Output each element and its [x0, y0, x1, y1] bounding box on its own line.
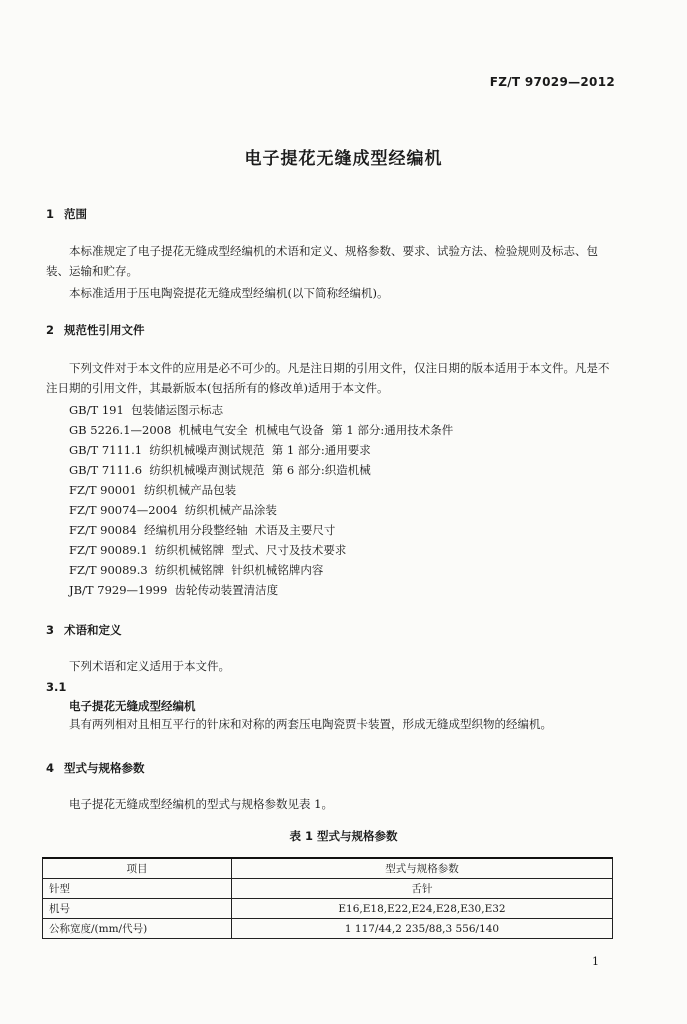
table-header-cell: 型式与规格参数 [232, 858, 613, 879]
table-caption: 表 1 型式与规格参数 [289, 829, 398, 843]
section-title: 型式与规格参数 [64, 761, 145, 775]
table-cell: 公称宽度/(mm/代号) [43, 919, 232, 939]
reference-item: GB/T 7111.1 纺织机械噪声测试规范 第 1 部分:通用要求 [69, 443, 371, 457]
page-number: 1 [592, 955, 599, 968]
reference-item: JB/T 7929—1999 齿轮传动装置清洁度 [69, 583, 279, 597]
term-number: 3.1 [46, 680, 67, 694]
section-number: 3 [46, 623, 55, 637]
term-definition: 具有两列相对且相互平行的针床和对称的两套压电陶瓷贾卡装置，形成无缝成型织物的经编机。 [69, 717, 552, 731]
section-number: 4 [46, 761, 55, 775]
section-2-heading [46, 322, 145, 338]
standard-code: FZ/T 97029—2012 [489, 75, 615, 89]
reference-item: FZ/T 90089.3 纺织机械铭牌 针织机械铭牌内容 [69, 563, 324, 577]
section-1-heading [46, 206, 87, 222]
section-title: 范围 [64, 207, 87, 221]
section-3-paragraph-1: 下列术语和定义适用于本文件。 [69, 659, 230, 673]
reference-item: GB/T 191 包装储运图示标志 [69, 403, 224, 417]
table-row [43, 879, 613, 899]
section-1-paragraph-1: 本标准规定了电子提花无缝成型经编机的术语和定义、规格参数、要求、试验方法、检验规则及标志、包装、运输和贮存。 [46, 244, 598, 278]
section-4-heading [46, 760, 145, 776]
section-number: 1 [46, 207, 55, 221]
table-cell: 针型 [43, 879, 232, 899]
table-cell: 舌针 [232, 879, 613, 899]
reference-item: FZ/T 90001 纺织机械产品包装 [69, 483, 237, 497]
table-row [43, 899, 613, 919]
spec-table [42, 857, 613, 939]
table-header-cell: 项目 [43, 858, 232, 879]
section-title: 规范性引用文件 [64, 323, 145, 337]
section-3-heading [46, 622, 122, 638]
section-4-paragraph-1: 电子提花无缝成型经编机的型式与规格参数见表 1。 [69, 797, 333, 811]
section-1-paragraph-2: 本标准适用于压电陶瓷提花无缝成型经编机(以下简称经编机)。 [69, 286, 389, 300]
reference-item: GB/T 7111.6 纺织机械噪声测试规范 第 6 部分:织造机械 [69, 463, 371, 477]
term-name: 电子提花无缝成型经编机 [69, 699, 196, 713]
table-header-row [43, 858, 613, 879]
table-cell: E16,E18,E22,E24,E28,E30,E32 [232, 899, 613, 919]
reference-item: FZ/T 90084 经编机用分段整经轴 术语及主要尺寸 [69, 523, 336, 537]
section-title: 术语和定义 [64, 623, 122, 637]
table-cell: 机号 [43, 899, 232, 919]
section-number: 2 [46, 323, 55, 337]
section-2-paragraph-1: 下列文件对于本文件的应用是必不可少的。凡是注日期的引用文件，仅注日期的版本适用于本文件。凡是不注日期的引用文件，其最新版本(包括所有的修改单)适用于本文件。 [46, 361, 610, 395]
reference-item: GB 5226.1—2008 机械电气安全 机械电气设备 第 1 部分:通用技术条件 [69, 423, 454, 437]
table-row [43, 919, 613, 939]
document-title: 电子提花无缝成型经编机 [244, 149, 443, 169]
reference-item: FZ/T 90089.1 纺织机械铭牌 型式、尺寸及技术要求 [69, 543, 347, 557]
reference-item: FZ/T 90074—2004 纺织机械产品涂装 [69, 503, 277, 517]
table-cell: 1 117/44,2 235/88,3 556/140 [232, 919, 613, 939]
